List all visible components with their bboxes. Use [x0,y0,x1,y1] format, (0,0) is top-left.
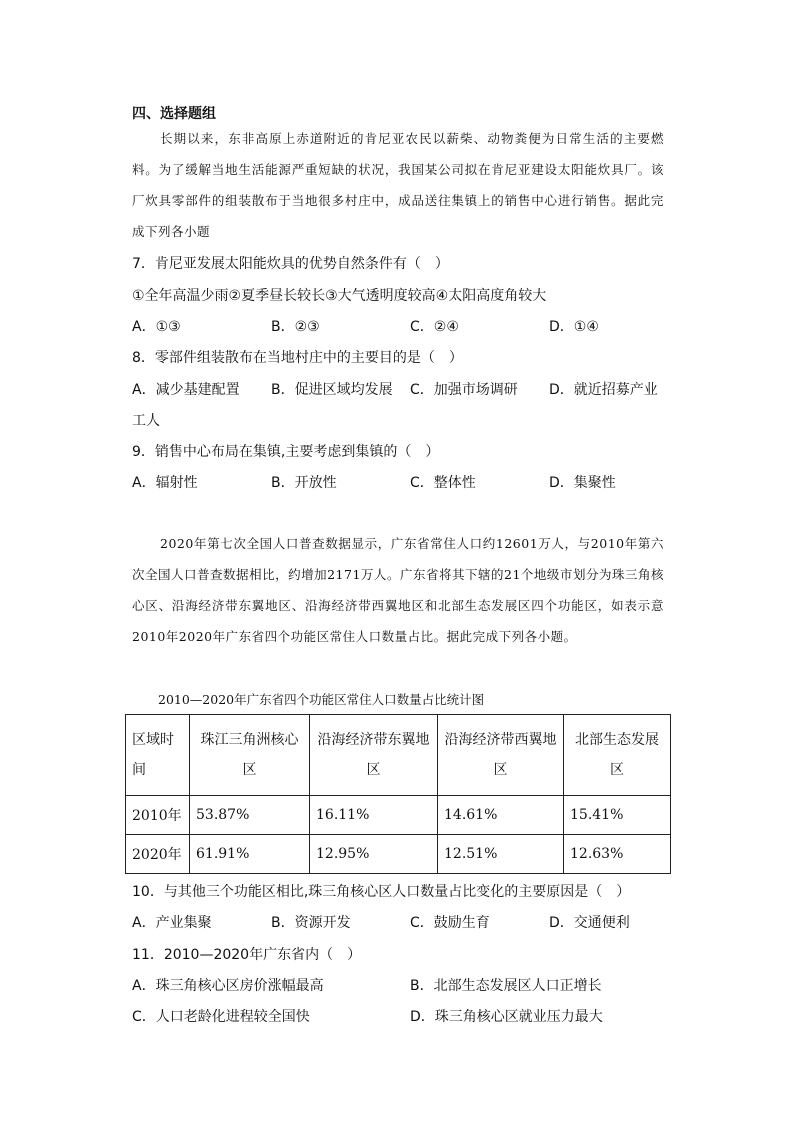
table-cell: 14.61% [438,796,564,835]
row-year: 2020年 [126,835,190,874]
option-d[interactable]: D．交通便利 [549,915,630,931]
option-b[interactable]: B．促进区域均发展 [271,382,393,398]
option-b[interactable]: B．资源开发 [271,915,351,931]
option-d[interactable]: D．就近招募产业 [549,382,658,398]
passage-guangdong: 2020年第七次全国人口普查数据显示，广东省常住人口约12601万人，与2010年第六次全国人口普查数据相比，约增加2171万人。广东省将其下辖的21个地级市划分为珠三角核心区、沿海经济带东翼地区、沿海经济带西翼地区和北部生态发展区四个功能区，如表示意2010年2020年广东省四个功能区常住人口数量占比。据此完成下列各小题。 [132,536,664,644]
row-year: 2010年 [126,796,190,835]
table-caption: 2010—2020年广东省四个功能区常住人口数量占比统计图 [158,692,485,707]
question-7-statements: ①全年高温少雨②夏季昼长较长③大气透明度较高④太阳高度角较大 [132,288,547,304]
section-title: 四、选择题组 [132,106,216,122]
option-d[interactable]: D．集聚性 [549,475,616,491]
header-cell-north-ecology: 北部生态发展区 [564,715,671,796]
population-share-table [125,714,671,874]
question-8-stem: 8．零部件组装散布在当地村庄中的主要目的是（ ） [132,350,463,366]
option-a[interactable]: A．减少基建配置 [132,382,240,398]
table-cell: 12.95% [310,835,438,874]
table-header-row [126,715,671,796]
header-cell-west-coast: 沿海经济带西翼地区 [438,715,564,796]
question-10-stem: 10．与其他三个功能区相比,珠三角核心区人口数量占比变化的主要原因是（ ） [132,884,631,900]
table-cell: 15.41% [564,796,671,835]
option-b[interactable]: B．②③ [271,319,320,335]
option-c[interactable]: C．人口老龄化进程较全国快 [132,1009,310,1025]
option-d[interactable]: D．珠三角核心区就业压力最大 [410,1009,603,1025]
option-b[interactable]: B．开放性 [271,475,337,491]
table-cell: 12.51% [438,835,564,874]
option-a[interactable]: A．辐射性 [132,475,198,491]
option-d[interactable]: D．①④ [549,319,599,335]
option-a[interactable]: A．珠三角核心区房价涨幅最高 [132,978,324,994]
option-c[interactable]: C．鼓励生育 [410,915,490,931]
question-7-stem: 7．肯尼亚发展太阳能炊具的优势自然条件有（ ） [132,256,449,272]
option-c[interactable]: C．整体性 [410,475,476,491]
option-a[interactable]: A．①③ [132,319,181,335]
option-c[interactable]: C．②④ [410,319,459,335]
option-c[interactable]: C．加强市场调研 [410,382,518,398]
table-row [126,796,671,835]
table-cell: 53.87% [190,796,310,835]
table-cell: 12.63% [564,835,671,874]
table-cell: 16.11% [310,796,438,835]
question-9-stem: 9．销售中心布局在集镇,主要考虑到集镇的（ ） [132,444,440,460]
passage-kenya: 长期以来，东非高原上赤道附近的肯尼亚农民以薪柴、动物粪便为日常生活的主要燃料。为了缓解当地生活能源严重短缺的状况，我国某公司拟在肯尼亚建设太阳能炊具厂。该厂炊具零部件的组装散布于当地很多村庄中，成品送往集镇上的销售中心进行销售。据此完成下列各小题 [132,131,664,239]
question-8-option-d-wrap: 工人 [132,413,160,429]
header-cell-pearl-river-delta: 珠江三角洲核心区 [190,715,310,796]
header-cell-east-coast: 沿海经济带东翼地区 [310,715,438,796]
header-cell-region-time: 区域时间 [126,715,190,796]
question-11-stem: 11．2010—2020年广东省内（ ） [132,947,362,963]
table-row [126,835,671,874]
table-cell: 61.91% [190,835,310,874]
option-b[interactable]: B．北部生态发展区人口正增长 [410,978,602,994]
option-a[interactable]: A．产业集聚 [132,915,212,931]
